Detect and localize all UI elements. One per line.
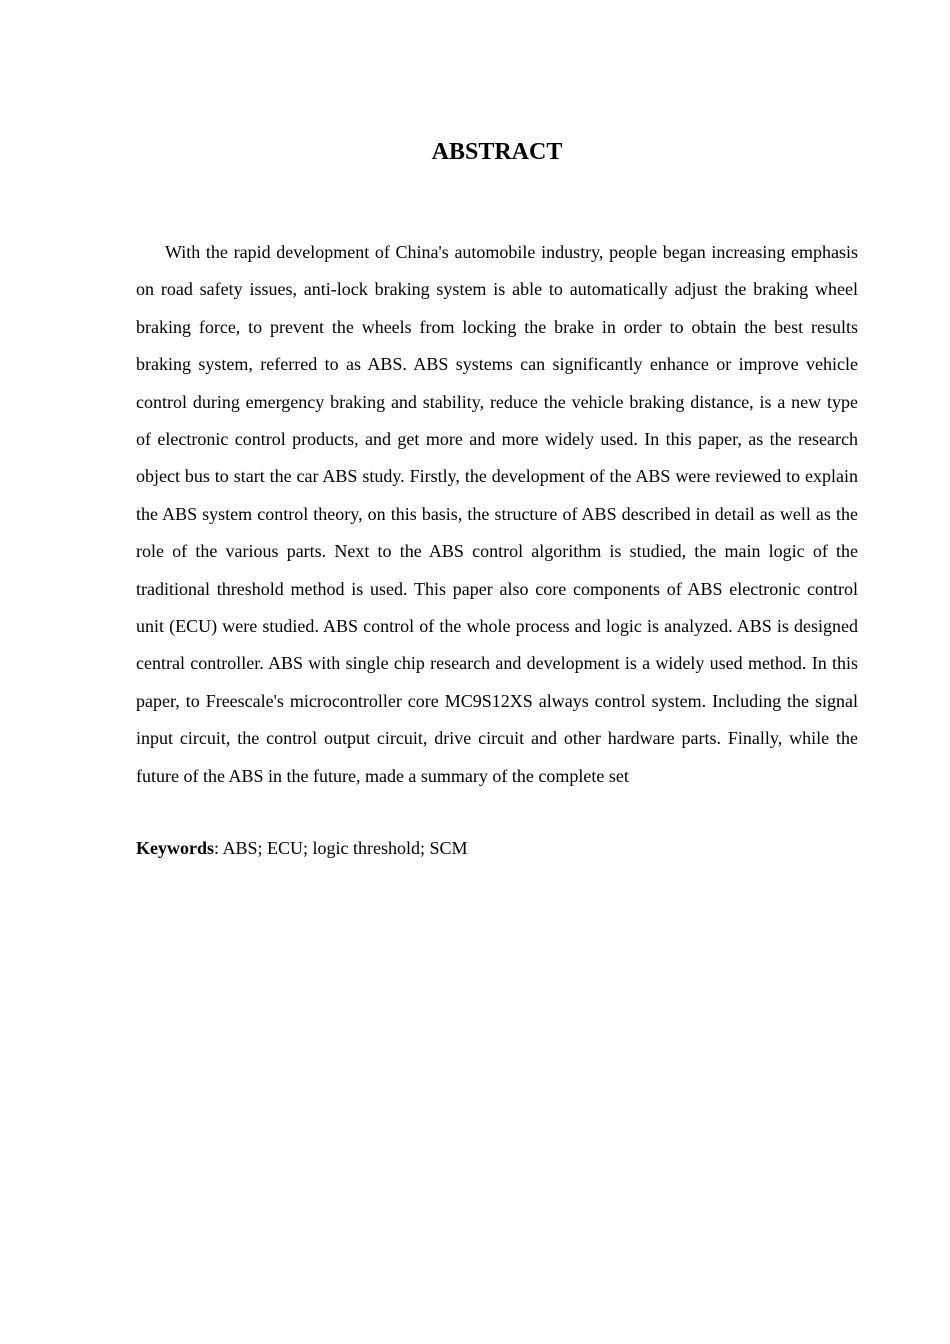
page-title: ABSTRACT — [431, 139, 563, 165]
keywords-line — [136, 834, 858, 862]
keywords-list: : ABS; ECU; logic threshold; SCM — [214, 838, 468, 858]
abstract-paragraph: With the rapid development of China's automobile industry, people began increasing emphasis on road safety issues, anti-lock braking system is able to automatically adjust the braking wheel braking force, to prevent the wheels from locking the brake in order to obtain the best results braking system, referred to as ABS. ABS systems can significantly enhance or improve vehicle control during emergency braking and stability, reduce the vehicle braking distance, is a new type of electronic control products, and get more and more widely used. In this paper, as the research object bus to start the car ABS study. Firstly, the development of the ABS were reviewed to explain the ABS system control theory, on this basis, the structure of ABS described in detail as well as the role of the various parts. Next to the ABS control algorithm is studied, the main logic of the traditional threshold method is used. This paper also core components of ABS electronic control unit (ECU) were studied. ABS control of the whole process and logic is analyzed. ABS is designed central controller. ABS with single chip research and development is a widely used method. In this paper, to Freescale's microcontroller core MC9S12XS always control system. Including the signal input circuit, the control output circuit, drive circuit and other hardware parts. Finally, while the future of the ABS in the future, made a summary of the complete set — [136, 242, 858, 786]
keywords-label: Keywords — [136, 838, 214, 858]
